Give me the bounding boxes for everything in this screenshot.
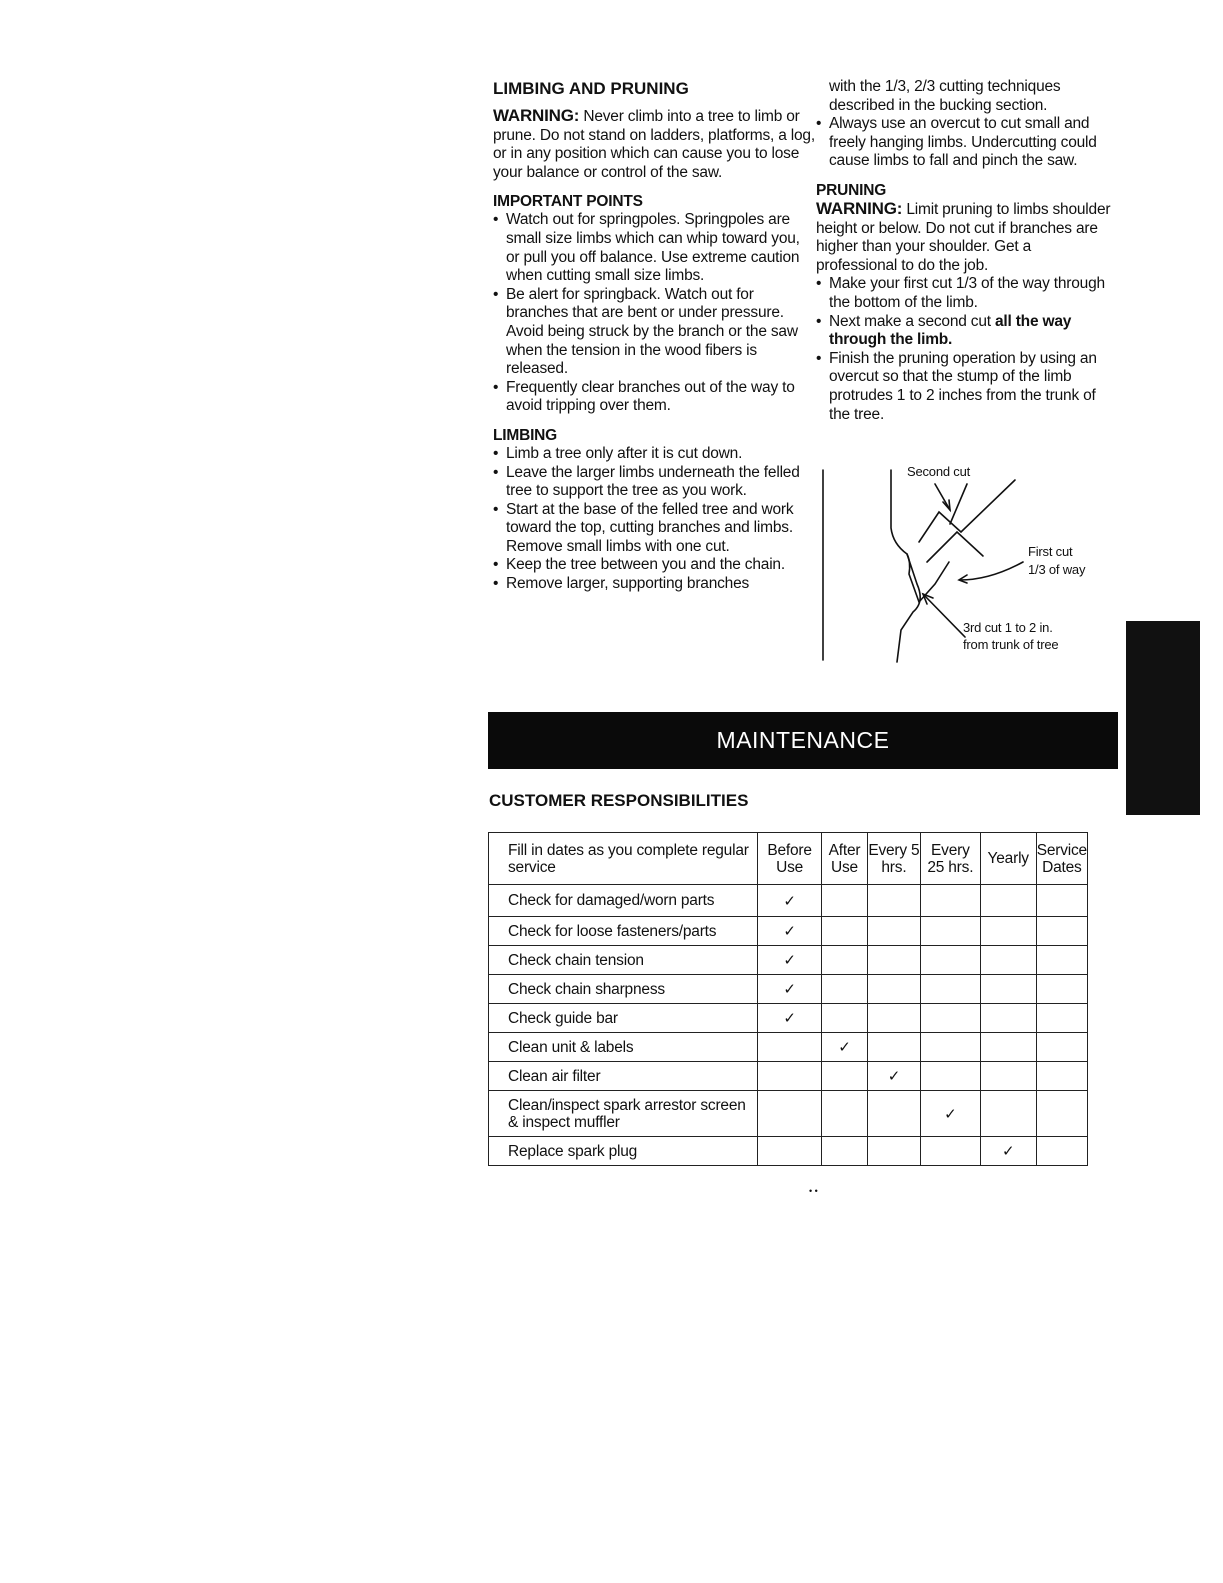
table-header-row — [489, 833, 1088, 885]
service-date-cell — [1036, 1033, 1087, 1062]
second-cut-bold-text: all the way through the limb. — [829, 312, 1072, 349]
table-row — [489, 885, 1088, 917]
table-row — [489, 1033, 1088, 1062]
empty-cell — [920, 946, 980, 975]
check-mark-cell — [980, 1137, 1036, 1166]
service-table-body — [489, 885, 1088, 1166]
check-mark-icon: ✓ — [783, 981, 796, 998]
limbing-heading: LIMBING — [493, 426, 558, 444]
section-tab-marker — [1126, 621, 1200, 815]
table-row — [489, 1004, 1088, 1033]
list-item: • Make your first cut 1/3 of the way through the bottom of the limb. — [816, 275, 1116, 312]
warning-paragraph — [493, 107, 815, 182]
service-date-cell — [1036, 1004, 1087, 1033]
empty-cell — [822, 975, 868, 1004]
empty-cell — [980, 946, 1036, 975]
check-mark-icon: ✓ — [783, 1010, 796, 1027]
third-cut-label: 3rd cut 1 to 2 in. — [963, 620, 1053, 635]
column-header-task: Fill in dates as you complete regular service — [489, 833, 758, 885]
service-date-cell — [1036, 1091, 1087, 1137]
empty-cell — [980, 885, 1036, 917]
third-cut-distance-label: from trunk of tree — [963, 637, 1059, 652]
task-cell: Clean/inspect spark arrestor screen & inspect muffler — [489, 1091, 758, 1137]
task-cell: Replace spark plug — [489, 1137, 758, 1166]
empty-cell — [822, 1004, 868, 1033]
table-row — [489, 1091, 1088, 1137]
section-heading-limbing-pruning: LIMBING AND PRUNING — [493, 79, 689, 98]
empty-cell — [920, 1062, 980, 1091]
list-item: • Be alert for springback. Watch out for branches that are bent or under pressure. Avoid being struck by the branch or the saw when the tension in the wood fibers is released. — [493, 286, 815, 379]
list-item: • Finish the pruning operation by using an overcut so that the stump of the limb protrudes 1 to 2 inches from the trunk of the tree. — [816, 350, 1116, 424]
continued-text: with the 1/3, 2/3 cutting techniques described in the bucking section. — [829, 78, 1061, 114]
empty-cell — [867, 1033, 920, 1062]
empty-cell — [867, 975, 920, 1004]
column-header-before-use: Before Use — [758, 833, 822, 885]
service-date-cell — [1036, 885, 1087, 917]
column-header-service-dates: Service Dates — [1036, 833, 1087, 885]
list-item: • Limb a tree only after it is cut down. — [493, 445, 815, 464]
service-date-cell — [1036, 946, 1087, 975]
task-cell: Check chain sharpness — [489, 975, 758, 1004]
list-item — [816, 313, 1116, 350]
pruning-cuts-diagram — [815, 462, 1115, 667]
service-date-cell — [1036, 1062, 1087, 1091]
service-schedule-table — [488, 832, 1088, 1166]
service-date-cell — [1036, 917, 1087, 946]
empty-cell — [980, 1062, 1036, 1091]
right-column — [816, 78, 1116, 424]
check-mark-cell — [867, 1062, 920, 1091]
empty-cell — [980, 1033, 1036, 1062]
page-mark: • • — [809, 1186, 818, 1196]
service-date-cell — [1036, 1137, 1087, 1166]
check-mark-icon: ✓ — [838, 1039, 851, 1056]
important-points-list — [493, 211, 815, 416]
warning-text: Limit pruning to limbs shoulder height or below. Do not cut if branches are higher than your shoulder. Get a professional to do the job. — [816, 200, 1111, 274]
check-mark-icon: ✓ — [887, 1068, 901, 1085]
check-mark-cell — [822, 1033, 868, 1062]
list-item: • Frequently clear branches out of the way to avoid tripping over them. — [493, 379, 815, 416]
empty-cell — [920, 1137, 980, 1166]
task-cell: Check chain tension — [489, 946, 758, 975]
empty-cell — [920, 1004, 980, 1033]
maintenance-banner — [488, 712, 1118, 769]
empty-cell — [867, 1004, 920, 1033]
check-mark-cell — [758, 946, 822, 975]
empty-cell — [980, 917, 1036, 946]
check-mark-cell — [758, 975, 822, 1004]
check-mark-icon: ✓ — [1002, 1143, 1015, 1160]
limbing-list — [493, 445, 815, 594]
empty-cell — [920, 917, 980, 946]
empty-cell — [867, 885, 920, 917]
check-mark-icon: ✓ — [783, 892, 796, 910]
first-cut-fraction-label: 1/3 of way — [1028, 562, 1086, 577]
empty-cell — [980, 975, 1036, 1004]
empty-cell — [822, 1062, 868, 1091]
pruning-heading: PRUNING — [816, 181, 887, 199]
empty-cell — [758, 1062, 822, 1091]
check-mark-cell — [758, 1004, 822, 1033]
check-mark-cell — [920, 1091, 980, 1137]
task-cell: Clean unit & labels — [489, 1033, 758, 1062]
table-row — [489, 975, 1088, 1004]
table-row — [489, 1137, 1088, 1166]
list-item: • Watch out for springpoles. Springpoles are small size limbs which can whip toward you, or pull you off balance. Use extreme caution when cutting small size limbs. — [493, 211, 815, 285]
check-mark-icon: ✓ — [783, 923, 796, 940]
table-row — [489, 946, 1088, 975]
check-mark-icon: ✓ — [783, 952, 796, 969]
list-item: • Start at the base of the felled tree and work toward the top, cutting branches and limbs. Remove small limbs with one cut. — [493, 501, 815, 557]
warning-label: WARNING: — [816, 198, 903, 218]
first-cut-label: First cut — [1028, 544, 1073, 559]
pruning-list — [816, 275, 1116, 424]
table-row — [489, 917, 1088, 946]
second-cut-label: Second cut — [907, 464, 971, 479]
list-item: • Remove larger, supporting branches — [493, 575, 815, 594]
check-mark-cell — [758, 917, 822, 946]
empty-cell — [867, 946, 920, 975]
list-item: • Keep the tree between you and the chain. — [493, 556, 815, 575]
task-cell: Check for loose fasteners/parts — [489, 917, 758, 946]
empty-cell — [920, 1033, 980, 1062]
column-header-every-5-hrs: Every 5 hrs. — [867, 833, 920, 885]
empty-cell — [980, 1004, 1036, 1033]
warning-label: WARNING: — [493, 106, 580, 125]
table-row — [489, 1062, 1088, 1091]
empty-cell — [758, 1137, 822, 1166]
empty-cell — [980, 1091, 1036, 1137]
customer-responsibilities-title: CUSTOMER RESPONSIBILITIES — [489, 791, 749, 810]
maintenance-title: MAINTENANCE — [716, 727, 890, 753]
empty-cell — [822, 946, 868, 975]
empty-cell — [758, 1033, 822, 1062]
empty-cell — [822, 1091, 868, 1137]
empty-cell — [758, 1091, 822, 1137]
overcut-list — [816, 115, 1116, 171]
empty-cell — [822, 885, 868, 917]
column-header-every-25-hrs: Every 25 hrs. — [920, 833, 980, 885]
empty-cell — [822, 1137, 868, 1166]
column-header-after-use: After Use — [822, 833, 868, 885]
task-cell: Check for damaged/worn parts — [489, 885, 758, 917]
task-cell: Check guide bar — [489, 1004, 758, 1033]
empty-cell — [822, 917, 868, 946]
left-column — [493, 78, 815, 594]
list-item: • Leave the larger limbs underneath the felled tree to support the tree as you work. — [493, 464, 815, 501]
empty-cell — [920, 885, 980, 917]
important-points-heading: IMPORTANT POINTS — [493, 193, 643, 211]
empty-cell — [920, 975, 980, 1004]
check-mark-cell — [758, 885, 822, 917]
empty-cell — [867, 1091, 920, 1137]
task-cell: Clean air filter — [489, 1062, 758, 1091]
column-header-yearly: Yearly — [980, 833, 1036, 885]
pruning-warning-paragraph — [816, 200, 1116, 275]
warning-text: Never climb into a tree to limb or prune. Do not stand on ladders, platforms, a log, or in any position which can cause you to lose your balance or control of the saw. — [493, 108, 815, 181]
list-item: • Always use an overcut to cut small and freely hanging limbs. Undercutting could cause limbs to fall and pinch the saw. — [816, 115, 1116, 171]
check-mark-icon: ✓ — [944, 1105, 957, 1123]
second-cut-text: Next make a second cut — [829, 312, 995, 330]
empty-cell — [867, 1137, 920, 1166]
service-date-cell — [1036, 975, 1087, 1004]
empty-cell — [867, 917, 920, 946]
